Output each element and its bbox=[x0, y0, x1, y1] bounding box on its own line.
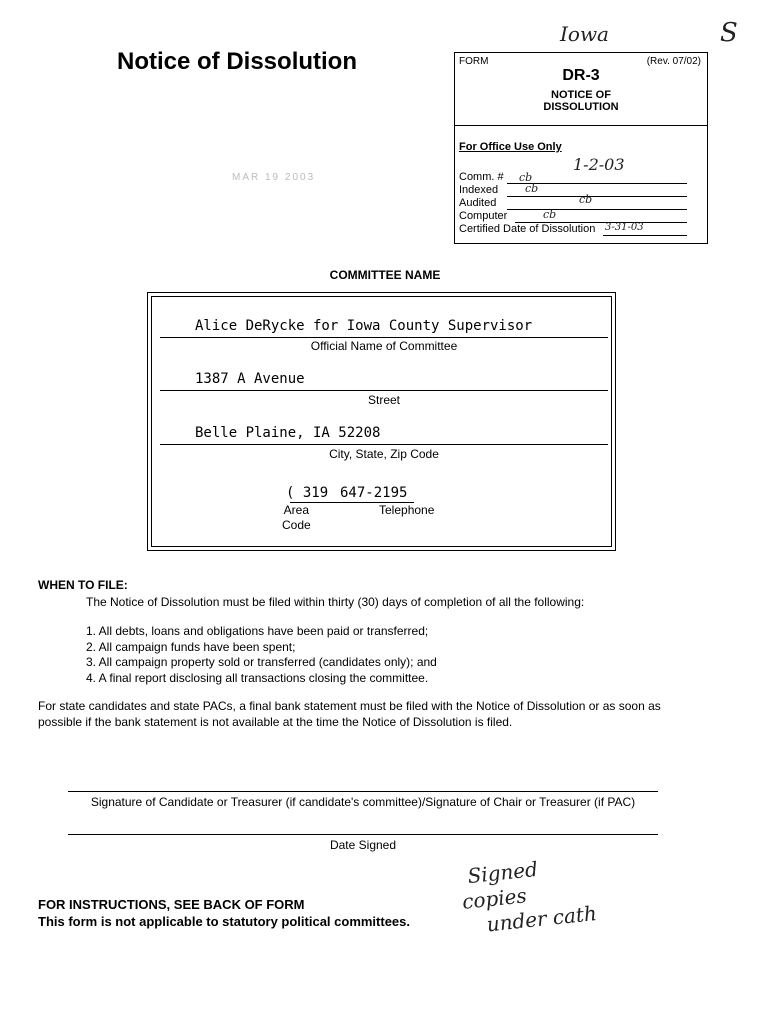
signature-caption: Signature of Candidate or Treasurer (if candidate's committee)/Signature of Chair or Treasurer (if PAC) bbox=[90, 795, 636, 809]
committee-area-code: ( 319 bbox=[286, 485, 329, 501]
area-caption-line1: Area bbox=[283, 503, 310, 517]
bank-statement-note: For state candidates and state PACs, a final bank statement must be filed with the Notice of Dissolution or as soon as possible if the bank statement is not available at the time the Notice of Dissolution is filed. bbox=[38, 699, 661, 729]
office-field-certified-date bbox=[459, 223, 687, 235]
office-field-label: Indexed bbox=[459, 184, 499, 196]
committee-telephone: 647-2195 bbox=[340, 485, 408, 501]
office-field-line bbox=[603, 235, 687, 236]
street-caption: Street bbox=[367, 393, 400, 407]
corner-page-mark: S bbox=[720, 18, 738, 48]
handwritten-state-mark: Iowa bbox=[560, 22, 609, 46]
official-name-line bbox=[160, 337, 608, 338]
date-signed-line bbox=[68, 834, 658, 835]
list-item: 4. A final report disclosing all transactions closing the committee. bbox=[86, 670, 429, 685]
city-caption: City, State, Zip Code bbox=[329, 447, 439, 461]
office-field-label: Comm. # bbox=[459, 171, 504, 183]
city-line bbox=[160, 444, 608, 445]
received-stamp: MAR 19 2003 bbox=[232, 172, 316, 183]
office-field-audited bbox=[459, 193, 687, 209]
form-name bbox=[455, 89, 707, 113]
area-code-caption bbox=[282, 503, 311, 533]
office-field-value: cb bbox=[519, 171, 533, 184]
office-handwritten-date: 1-2-03 bbox=[573, 155, 625, 174]
form-box-divider bbox=[455, 125, 707, 126]
office-field-indexed bbox=[459, 184, 687, 196]
signature-line bbox=[68, 791, 658, 792]
office-field-value: 3-31-03 bbox=[605, 222, 644, 233]
official-name-caption: Official Name of Committee bbox=[310, 339, 458, 353]
office-field-comm bbox=[459, 171, 687, 183]
committee-name-heading: COMMITTEE NAME bbox=[329, 268, 441, 282]
office-field-label: Certified Date of Dissolution bbox=[459, 223, 596, 235]
committee-street: 1387 A Avenue bbox=[195, 371, 305, 387]
form-name-line1: NOTICE OF bbox=[551, 89, 611, 101]
form-revision: (Rev. 07/02) bbox=[646, 56, 701, 67]
office-field-computer bbox=[459, 210, 687, 222]
office-field-value: cb bbox=[543, 208, 557, 221]
telephone-caption: Telephone bbox=[379, 503, 435, 517]
committee-official-name: Alice DeRycke for Iowa County Supervisor bbox=[195, 318, 533, 334]
handwritten-note bbox=[458, 851, 597, 939]
instructions-notice: FOR INSTRUCTIONS, SEE BACK OF FORM bbox=[38, 897, 305, 912]
form-name-line2: DISSOLUTION bbox=[543, 101, 619, 113]
office-field-label: Audited bbox=[459, 197, 497, 209]
committee-city-state-zip: Belle Plaine, IA 52208 bbox=[195, 425, 381, 441]
when-to-file-intro: The Notice of Dissolution must be filed within thirty (30) days of completion of all the following: bbox=[86, 595, 585, 609]
handwritten-note-line3: under cath bbox=[485, 901, 598, 937]
office-use-heading: For Office Use Only bbox=[459, 141, 562, 153]
list-item: 3. All campaign property sold or transferred (candidates only); and bbox=[86, 655, 437, 669]
form-id-box bbox=[454, 52, 708, 244]
form-code: DR-3 bbox=[562, 67, 600, 84]
when-to-file-heading: WHEN TO FILE: bbox=[38, 578, 128, 592]
document-title: Notice of Dissolution bbox=[117, 48, 357, 75]
list-item: 2. All campaign funds have been spent; bbox=[86, 639, 296, 654]
form-label: FORM bbox=[459, 56, 489, 67]
office-field-value: cb bbox=[525, 182, 539, 195]
requirements-list bbox=[86, 624, 437, 686]
handwritten-note-line1: Signed bbox=[466, 856, 539, 889]
area-caption-line2: Code bbox=[282, 518, 311, 532]
street-line bbox=[160, 390, 608, 391]
office-field-label: Computer bbox=[459, 210, 508, 222]
office-field-value: cb bbox=[579, 193, 593, 206]
committee-box bbox=[151, 296, 612, 547]
list-item: 1. All debts, loans and obligations have been paid or transferred; bbox=[86, 624, 429, 638]
date-signed-caption: Date Signed bbox=[329, 838, 397, 852]
handwritten-note-line2: copies bbox=[461, 883, 528, 914]
applicability-notice: This form is not applicable to statutory political committees. bbox=[38, 914, 411, 929]
footer bbox=[38, 896, 410, 930]
